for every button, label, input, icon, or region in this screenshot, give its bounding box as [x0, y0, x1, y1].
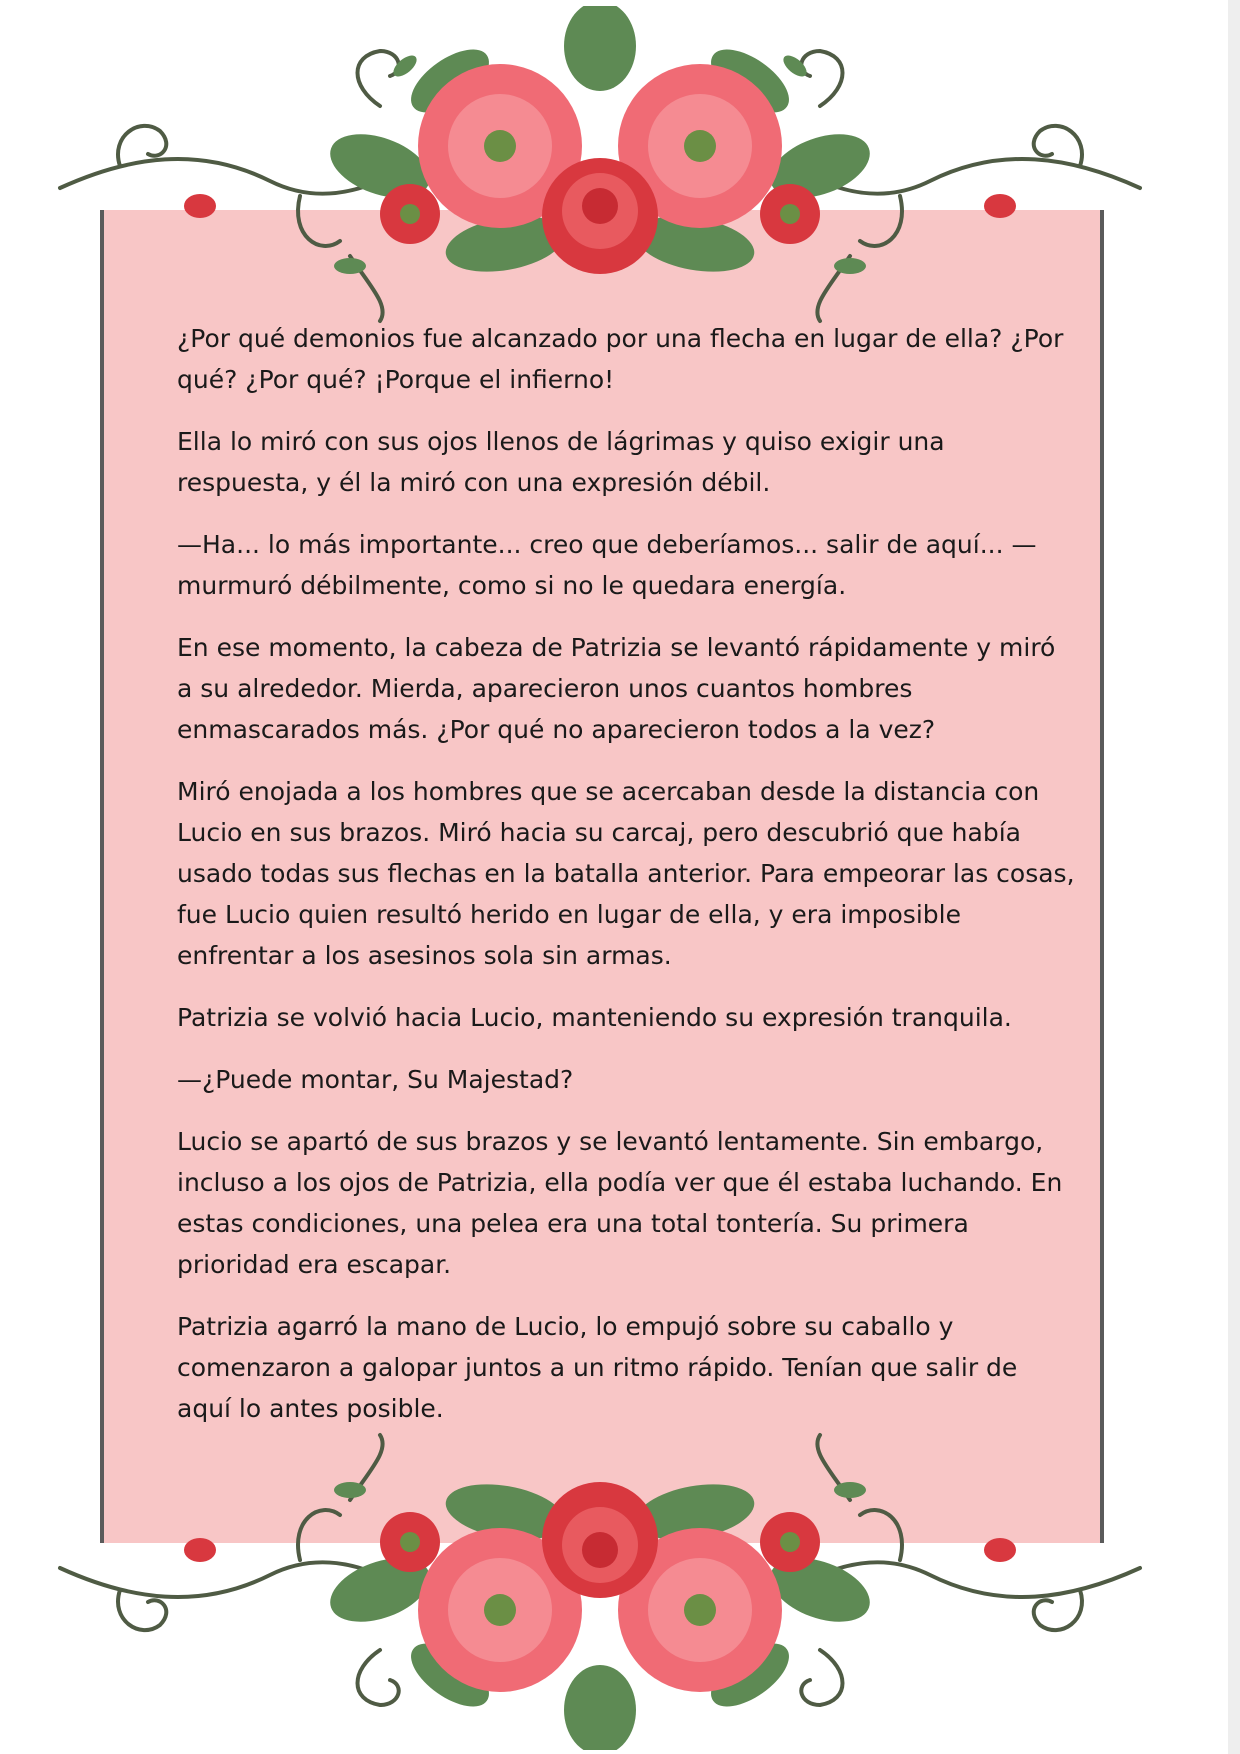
paragraph: ¿Por qué demonios fue alcanzado por una flecha en lugar de ella? ¿Por qué? ¿Por qué? ¡Porque el infierno!	[177, 324, 1064, 394]
floral-border-bottom	[50, 1420, 1150, 1750]
document-body	[177, 318, 1077, 1450]
page-edge	[1228, 0, 1240, 1754]
paragraph: —¿Puede montar, Su Majestad?	[177, 1065, 574, 1094]
paragraph: —Ha... lo más importante... creo que deberíamos... salir de aquí... —murmuró débilmente, como si no le quedara energía.	[177, 530, 1037, 600]
paragraph: Ella lo miró con sus ojos llenos de lágrimas y quiso exigir una respuesta, y él la miró con una expresión débil.	[177, 427, 945, 497]
paragraph: Miró enojada a los hombres que se acercaban desde la distancia con Lucio en sus brazos. Miró hacia su carcaj, pero descubrió que había usado todas sus flechas en la batalla anterior. Para empeorar las cosas, fue Lucio quien resultó herido en lugar de ella, y era imposible enfrentar a los asesinos sola sin armas.	[177, 777, 1075, 970]
paragraph: En ese momento, la cabeza de Patrizia se levantó rápidamente y miró a su alrededor. Mierda, aparecieron unos cuantos hombres enmascarados más. ¿Por qué no aparecieron todos a la vez?	[177, 633, 1056, 744]
paragraph: Patrizia agarró la mano de Lucio, lo empujó sobre su caballo y comenzaron a galopar juntos a un ritmo rápido. Tenían que salir de aquí lo antes posible.	[177, 1312, 1018, 1423]
floral-border-top	[50, 6, 1150, 336]
paragraph: Patrizia se volvió hacia Lucio, manteniendo su expresión tranquila.	[177, 1003, 1012, 1032]
paragraph: Lucio se apartó de sus brazos y se levantó lentamente. Sin embargo, incluso a los ojos de Patrizia, ella podía ver que él estaba luchando. En estas condiciones, una pelea era una total tontería. Su primera prioridad era escapar.	[177, 1127, 1063, 1279]
